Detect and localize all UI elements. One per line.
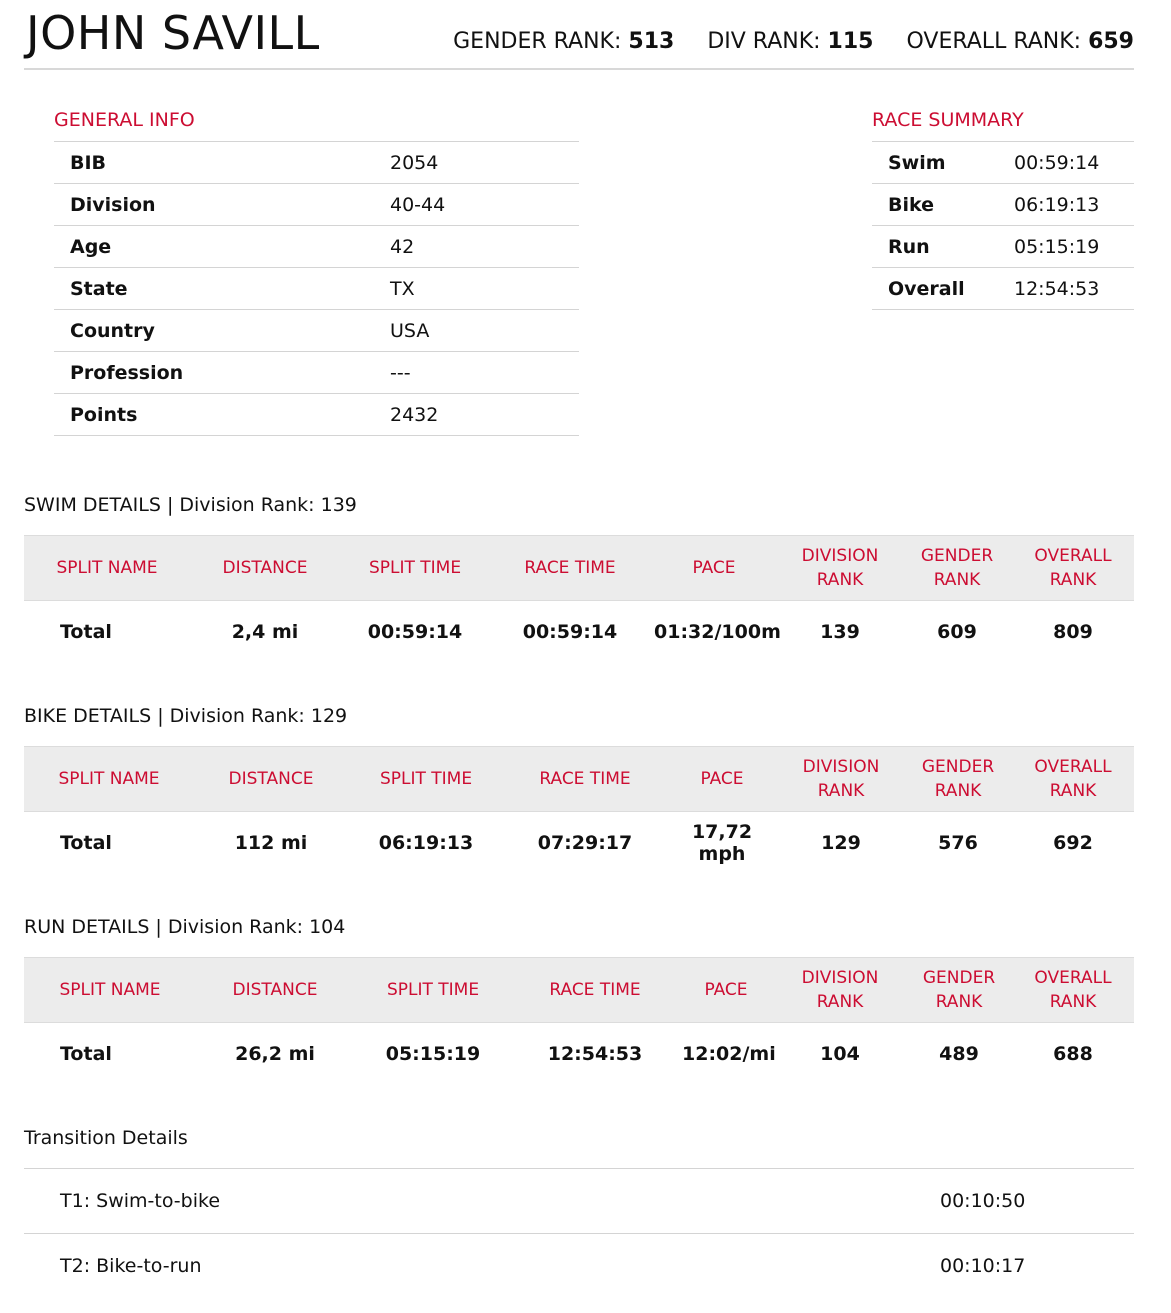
cell-distance: 112 mi [234,832,308,854]
cell-division-rank: 104 [820,1043,860,1065]
cell-split-name: Total [60,1043,112,1065]
table-row [54,226,579,268]
cell-distance: 26,2 mi [235,1043,315,1065]
table-header-row [24,958,1134,1023]
transition-name: T2: Bike-to-run [24,1234,939,1299]
div-rank: DIV RANK: 115 [707,29,874,54]
athlete-name: JOHN SAVILL [26,6,320,60]
table-row [54,268,579,310]
col-division-rank: DIVISION RANK [778,536,902,601]
cell-split-name: Total [60,832,112,854]
info-key: Age [54,226,374,268]
table-row [54,184,579,226]
cell-split-time: 06:19:13 [378,832,474,854]
col-gender-rank: GENDER RANK [902,536,1012,601]
table-row [24,601,1134,664]
swim-details-table [24,535,1134,663]
table-row [24,1169,1134,1234]
info-value: 2054 [374,142,579,184]
table-row [24,1023,1134,1086]
cell-division-rank: 139 [820,621,860,643]
col-pace: PACE [678,958,774,1023]
cell-overall-rank: 688 [1053,1043,1093,1065]
rank-summary [427,29,1134,54]
table-header-row [24,536,1134,601]
table-row [54,310,579,352]
cell-overall-rank: 809 [1053,621,1093,643]
info-key: Profession [54,352,374,394]
info-key: BIB [54,142,374,184]
cell-gender-rank: 609 [937,621,977,643]
col-distance: DISTANCE [194,747,348,812]
swim-details-title: SWIM DETAILS | Division Rank: 139 [24,494,357,516]
table-row [872,226,1134,268]
bike-details-table [24,746,1134,874]
col-distance: DISTANCE [190,536,340,601]
col-race-time: RACE TIME [504,747,666,812]
athlete-header [24,0,1134,70]
col-gender-rank: GENDER RANK [904,747,1012,812]
cell-pace: 01:32/100m [654,621,781,643]
info-value: USA [374,310,579,352]
col-division-rank: DIVISION RANK [778,747,904,812]
table-row [24,812,1134,875]
col-split-time: SPLIT TIME [348,747,504,812]
col-split-name: SPLIT NAME [24,747,194,812]
summary-value: 00:59:14 [998,142,1134,184]
table-row [54,142,579,184]
info-value: 42 [374,226,579,268]
cell-split-time: 00:59:14 [367,621,463,643]
summary-key: Run [872,226,998,268]
run-details-title: RUN DETAILS | Division Rank: 104 [24,916,346,938]
info-key: Division [54,184,374,226]
general-info-table [54,141,579,436]
race-summary-table [872,141,1134,310]
cell-distance: 2,4 mi [231,621,299,643]
info-value: 40-44 [374,184,579,226]
cell-pace: 12:02/mi [682,1043,776,1065]
table-row [24,1234,1134,1299]
col-split-time: SPLIT TIME [340,536,490,601]
transition-table [24,1168,1134,1298]
col-overall-rank: OVERALL RANK [1012,958,1134,1023]
table-header-row [24,747,1134,812]
transition-name: T1: Swim-to-bike [24,1169,939,1234]
summary-value: 05:15:19 [998,226,1134,268]
gender-rank: GENDER RANK: 513 [453,29,675,54]
table-row [872,184,1134,226]
info-value: TX [374,268,579,310]
overall-rank: OVERALL RANK: 659 [906,29,1134,54]
summary-key: Bike [872,184,998,226]
cell-race-time: 07:29:17 [537,832,633,854]
col-distance: DISTANCE [196,958,354,1023]
col-race-time: RACE TIME [512,958,678,1023]
summary-key: Swim [872,142,998,184]
table-row [54,352,579,394]
cell-division-rank: 129 [821,832,861,854]
cell-split-time: 05:15:19 [385,1043,481,1065]
col-gender-rank: GENDER RANK [906,958,1012,1023]
cell-race-time: 12:54:53 [547,1043,643,1065]
col-split-name: SPLIT NAME [24,958,196,1023]
run-details-table [24,957,1134,1085]
col-pace: PACE [650,536,778,601]
col-split-time: SPLIT TIME [354,958,512,1023]
summary-key: Overall [872,268,998,310]
general-info-title: GENERAL INFO [54,109,195,131]
bike-details-title: BIKE DETAILS | Division Rank: 129 [24,705,348,727]
summary-value: 06:19:13 [998,184,1134,226]
col-split-name: SPLIT NAME [24,536,190,601]
cell-split-name: Total [60,621,112,643]
info-value: 2432 [374,394,579,436]
info-key: Country [54,310,374,352]
info-value: --- [374,352,579,394]
col-race-time: RACE TIME [490,536,650,601]
col-pace: PACE [666,747,778,812]
cell-gender-rank: 576 [938,832,978,854]
col-overall-rank: OVERALL RANK [1012,747,1134,812]
info-key: Points [54,394,374,436]
table-row [872,268,1134,310]
race-summary-title: RACE SUMMARY [872,109,1024,131]
summary-value: 12:54:53 [998,268,1134,310]
table-row [872,142,1134,184]
info-key: State [54,268,374,310]
transition-time: 00:10:50 [939,1169,1134,1234]
cell-race-time: 00:59:14 [522,621,618,643]
col-division-rank: DIVISION RANK [774,958,906,1023]
cell-pace: 17,72 mph [691,821,753,865]
transition-time: 00:10:17 [939,1234,1134,1299]
table-row [54,394,579,436]
cell-gender-rank: 489 [939,1043,979,1065]
transition-details-title: Transition Details [24,1127,188,1149]
col-overall-rank: OVERALL RANK [1012,536,1134,601]
cell-overall-rank: 692 [1053,832,1093,854]
